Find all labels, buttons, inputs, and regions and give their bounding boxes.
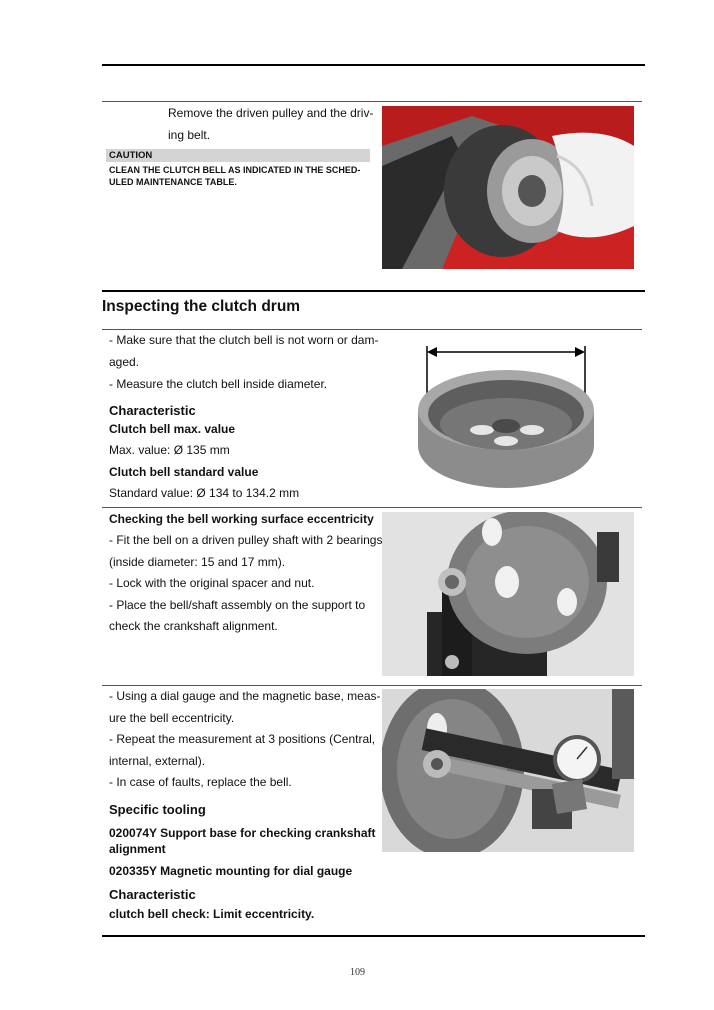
- section3-line5: check the crankshaft alignment.: [109, 619, 278, 633]
- bell-on-support-photo: [382, 512, 634, 676]
- bottom-rule: [102, 935, 645, 937]
- tool2: 020335Y Magnetic mounting for dial gauge: [109, 864, 353, 878]
- section4-characteristic-value: clutch bell check: Limit eccentricity.: [109, 907, 315, 921]
- section2-characteristic-heading: Characteristic: [109, 403, 196, 418]
- section2-line1: - Make sure that the clutch bell is not worn or dam-: [109, 333, 379, 347]
- section4-line5: - In case of faults, replace the bell.: [109, 775, 292, 789]
- section3-rule: [102, 507, 642, 508]
- section4-line2: ure the bell eccentricity.: [109, 711, 235, 725]
- section3-line4: - Place the bell/shaft assembly on the support to: [109, 598, 366, 612]
- section3-line3: - Lock with the original spacer and nut.: [109, 576, 315, 590]
- section4-line3: - Repeat the measurement at 3 positions (Central,: [109, 732, 376, 746]
- section3-line1: - Fit the bell on a driven pulley shaft with 2 bearings: [109, 533, 383, 547]
- caution-line2: ULED MAINTENANCE TABLE.: [109, 177, 237, 187]
- section2-line2: aged.: [109, 355, 140, 369]
- top-rule: [102, 64, 645, 66]
- section4-characteristic-heading: Characteristic: [109, 887, 196, 902]
- section2-top-rule: [102, 290, 645, 292]
- caution-line1: CLEAN THE CLUTCH BELL AS INDICATED IN THE SCHED-: [109, 165, 361, 175]
- page-number: 109: [350, 967, 365, 978]
- specific-tooling-heading: Specific tooling: [109, 802, 206, 817]
- section3-line2: (inside diameter: 15 and 17 mm).: [109, 555, 286, 569]
- clutch-bell-diameter-figure: [412, 338, 602, 494]
- section2-title: Inspecting the clutch drum: [102, 298, 301, 315]
- max-value: Max. value: Ø 135 mm: [109, 443, 230, 457]
- dial-gauge-photo: [382, 689, 634, 852]
- section1-instruction-line1: Remove the driven pulley and the driv-: [168, 106, 374, 120]
- tool1-line1: 020074Y Support base for checking crankshaft: [109, 826, 376, 840]
- standard-value: Standard value: Ø 134 to 134.2 mm: [109, 486, 300, 500]
- standard-value-label: Clutch bell standard value: [109, 465, 259, 479]
- section1-instruction-line2: ing belt.: [168, 128, 211, 142]
- section2-line3: - Measure the clutch bell inside diameter.: [109, 377, 328, 391]
- section4-line4: internal, external).: [109, 754, 206, 768]
- section1-rule: [102, 101, 642, 102]
- max-value-label: Clutch bell max. value: [109, 422, 236, 436]
- section4-line1: - Using a dial gauge and the magnetic base, meas-: [109, 689, 381, 703]
- section3-heading: Checking the bell working surface eccentricity: [109, 512, 374, 526]
- caution-label: CAUTION: [106, 149, 370, 162]
- tool1-line2: alignment: [109, 842, 166, 856]
- pulley-removal-photo: [382, 106, 634, 269]
